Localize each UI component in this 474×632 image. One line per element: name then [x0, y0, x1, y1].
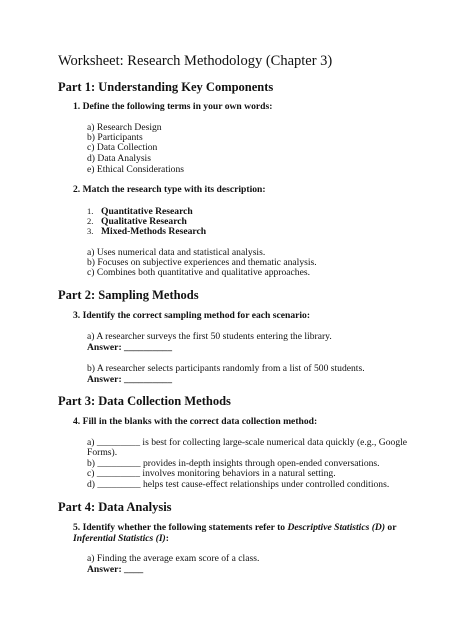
q4-prompt: 4. Fill in the blanks with the correct data collection method:: [73, 416, 318, 427]
q3-prompt: 3. Identify the correct sampling method for each scenario:: [73, 310, 311, 321]
answer-blank: Answer: __________: [87, 342, 173, 353]
q1-item: b) Participants: [87, 132, 143, 143]
q5-prompt: [73, 522, 397, 533]
answer-blank: Answer: __________: [87, 374, 173, 385]
q1-item: e) Ethical Considerations: [87, 164, 184, 175]
part1-heading: Part 1: Understanding Key Components: [58, 80, 274, 94]
description-item: a) Uses numerical data and statistical analysis.: [87, 247, 266, 258]
item-number: 1.: [87, 206, 94, 216]
fill-blank-line: a) _________ is best for collecting large-scale numerical data quickly (e.g., Google: [87, 437, 408, 448]
q2-prompt: 2. Match the research type with its description:: [73, 184, 266, 195]
q1-item: a) Research Design: [87, 122, 162, 133]
q5-prompt-cont: [73, 533, 169, 544]
part3-heading: Part 3: Data Collection Methods: [58, 394, 231, 408]
q1-item: d) Data Analysis: [87, 153, 151, 164]
scenario-text: a) A researcher surveys the first 50 students entering the library.: [87, 331, 332, 342]
item-number: 3.: [87, 226, 94, 236]
item-label: Mixed-Methods Research: [101, 226, 207, 237]
statement-text: a) Finding the average exam score of a class.: [87, 553, 260, 564]
page-title: Worksheet: Research Methodology (Chapter 3): [58, 53, 333, 69]
q5-prompt-start: 5. Identify whether the following statements refer to: [73, 522, 288, 533]
q5-prompt-inferential: Inferential Statistics (I): [73, 533, 166, 544]
item-label: Quantitative Research: [101, 206, 193, 217]
fill-blank-line: d) _________ helps test cause-effect relationships under controlled conditions.: [87, 479, 390, 490]
scenario-text: b) A researcher selects participants randomly from a list of 500 students.: [87, 363, 365, 374]
q1-prompt: 1. Define the following terms in your own words:: [73, 101, 273, 112]
description-item: b) Focuses on subjective experiences and thematic analysis.: [87, 257, 317, 268]
q1-item: c) Data Collection: [87, 142, 158, 153]
q5-prompt-end: :: [165, 533, 169, 544]
description-item: c) Combines both quantitative and qualitative approaches.: [87, 267, 310, 278]
item-number: 2.: [87, 216, 94, 226]
fill-blank-line: b) _________ provides in-depth insights through open-ended conversations.: [87, 458, 380, 469]
part4-heading: Part 4: Data Analysis: [58, 500, 172, 514]
answer-blank: Answer: ____: [87, 564, 144, 575]
item-label: Qualitative Research: [101, 216, 187, 227]
part2-heading: Part 2: Sampling Methods: [58, 288, 199, 302]
fill-blank-line: c) _________ involves monitoring behaviors in a natural setting.: [87, 468, 336, 479]
fill-blank-line: Forms).: [87, 447, 118, 458]
q5-prompt-mid: or: [385, 522, 397, 533]
research-type-item: [87, 226, 206, 237]
q5-prompt-descriptive: Descriptive Statistics (D): [287, 522, 386, 533]
